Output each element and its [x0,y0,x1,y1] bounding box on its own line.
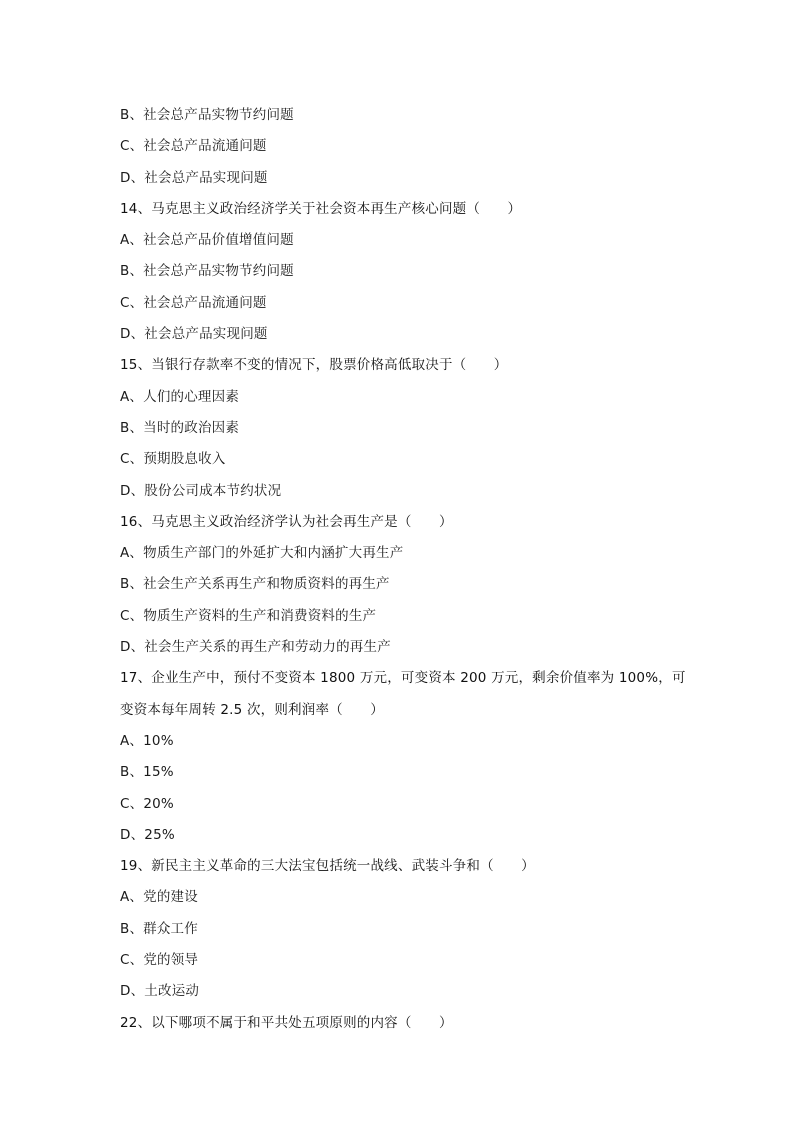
option-15-c: C、预期股息收入 [120,451,226,468]
option-17-b: B、15% [120,764,174,781]
question-14: 14、马克思主义政治经济学关于社会资本再生产核心问题（ ） [120,200,522,217]
question-17-line-1: 17、企业生产中，预付不变资本 1800 万元，可变资本 200 万元，剩余价值率为 100%，可 [120,670,686,687]
question-19: 19、新民主主义革命的三大法宝包括统一战线、武装斗争和（ ） [120,858,535,875]
question-15: 15、当银行存款率不变的情况下，股票价格高低取决于（ ） [120,357,508,374]
option-13-c: C、社会总产品流通问题 [120,138,267,155]
option-15-a: A、人们的心理因素 [120,388,240,405]
question-22: 22、以下哪项不属于和平共处五项原则的内容（ ） [120,1014,453,1031]
option-14-d: D、社会总产品实现问题 [120,326,268,343]
option-17-a: A、10% [120,732,174,749]
option-16-d: D、社会生产关系的再生产和劳动力的再生产 [120,639,391,656]
option-13-b: B、社会总产品实物节约问题 [120,107,294,123]
question-list [120,100,686,1039]
option-14-a: A、社会总产品价值增值问题 [120,232,294,249]
option-16-c: C、物质生产资料的生产和消费资料的生产 [120,607,377,624]
option-14-b: B、社会总产品实物节约问题 [120,263,294,280]
question-16: 16、马克思主义政治经济学认为社会再生产是（ ） [120,513,453,530]
option-19-b: B、群众工作 [120,920,198,937]
option-19-d: D、土改运动 [120,983,200,1000]
option-14-c: C、社会总产品流通问题 [120,294,267,311]
option-19-a: A、党的建设 [120,889,198,906]
option-16-b: B、社会生产关系再生产和物质资料的再生产 [120,576,390,593]
question-17-line-2: 变资本每年周转 2.5 次，则利润率（ ） [120,701,384,718]
option-15-b: B、当时的政治因素 [120,419,240,436]
option-16-a: A、物质生产部门的外延扩大和内涵扩大再生产 [120,545,404,562]
option-15-d: D、股份公司成本节约状况 [120,482,282,499]
option-13-d: D、社会总产品实现问题 [120,169,268,186]
option-17-c: C、20% [120,795,174,812]
option-17-d: D、25% [120,826,175,843]
option-19-c: C、党的领导 [120,952,199,969]
